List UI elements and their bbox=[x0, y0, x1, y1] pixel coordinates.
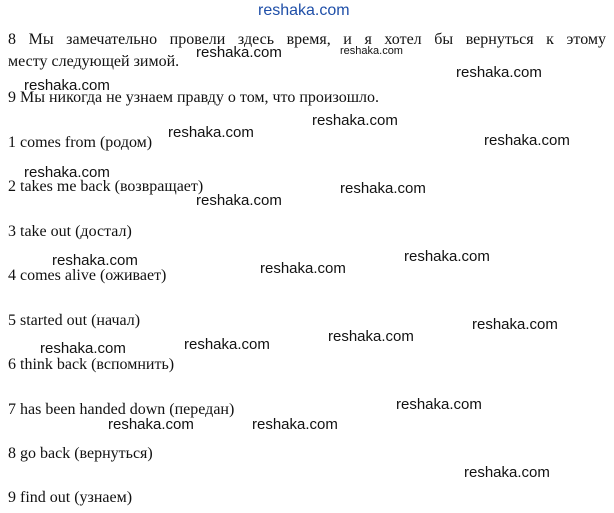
answer-text: comes from (родом) bbox=[20, 134, 153, 151]
answer-number: 6 bbox=[8, 356, 16, 373]
watermark: reshaka.com bbox=[472, 316, 558, 333]
sentence-number: 8 bbox=[8, 31, 16, 48]
watermark: reshaka.com bbox=[312, 112, 398, 129]
answer-6 bbox=[8, 355, 174, 374]
answer-number: 1 bbox=[8, 134, 16, 151]
answer-5 bbox=[8, 311, 140, 330]
sentence-8-line-2: месту следующей зимой. bbox=[8, 53, 180, 70]
watermark: reshaka.com bbox=[456, 64, 542, 81]
watermark: reshaka.com bbox=[404, 248, 490, 265]
watermark: reshaka.com bbox=[24, 164, 110, 181]
sentence-text: Мы замечательно провели здесь время, и я хотел бы вернуться к этому bbox=[28, 31, 607, 48]
answer-text: find out (узнаем) bbox=[20, 489, 133, 506]
answer-text: take out (достал) bbox=[20, 223, 132, 240]
sentence-8-line-1 bbox=[8, 30, 606, 49]
watermark: reshaka.com bbox=[328, 328, 414, 345]
answer-9 bbox=[8, 488, 132, 507]
answer-text: comes alive (оживает) bbox=[20, 267, 167, 284]
answer-3 bbox=[8, 222, 132, 241]
answer-text: has been handed down (передан) bbox=[20, 401, 235, 418]
answer-number: 4 bbox=[8, 267, 16, 284]
watermark: reshaka.com bbox=[196, 44, 282, 61]
site-watermark-top[interactable]: reshaka.com bbox=[258, 2, 350, 19]
watermark: reshaka.com bbox=[340, 180, 426, 197]
watermark: reshaka.com bbox=[24, 77, 110, 94]
watermark: reshaka.com bbox=[52, 252, 138, 269]
watermark: reshaka.com bbox=[184, 336, 270, 353]
answer-number: 9 bbox=[8, 489, 16, 506]
answer-number: 2 bbox=[8, 178, 16, 195]
watermark: reshaka.com bbox=[484, 132, 570, 149]
watermark: reshaka.com bbox=[168, 124, 254, 141]
watermark: reshaka.com bbox=[108, 416, 194, 433]
answer-number: 7 bbox=[8, 401, 16, 418]
sentence-number: 9 bbox=[8, 89, 16, 106]
sentence-text: Мы никогда не узнаем правду о том, что произошло. bbox=[20, 89, 379, 106]
answer-text: think back (вспомнить) bbox=[20, 356, 175, 373]
answer-number: 5 bbox=[8, 312, 16, 329]
watermark: reshaka.com bbox=[260, 260, 346, 277]
answer-text: started out (начал) bbox=[20, 312, 141, 329]
watermark: reshaka.com bbox=[464, 464, 550, 481]
answer-8 bbox=[8, 444, 153, 463]
answer-text: takes me back (возвращает) bbox=[20, 178, 204, 195]
watermark: reshaka.com bbox=[196, 192, 282, 209]
answer-text: go back (вернуться) bbox=[20, 445, 153, 462]
answer-number: 3 bbox=[8, 223, 16, 240]
watermark: reshaka.com bbox=[252, 416, 338, 433]
watermark: reshaka.com bbox=[340, 45, 403, 57]
answer-number: 8 bbox=[8, 445, 16, 462]
watermark: reshaka.com bbox=[40, 340, 126, 357]
watermark: reshaka.com bbox=[396, 396, 482, 413]
answer-1 bbox=[8, 133, 152, 152]
